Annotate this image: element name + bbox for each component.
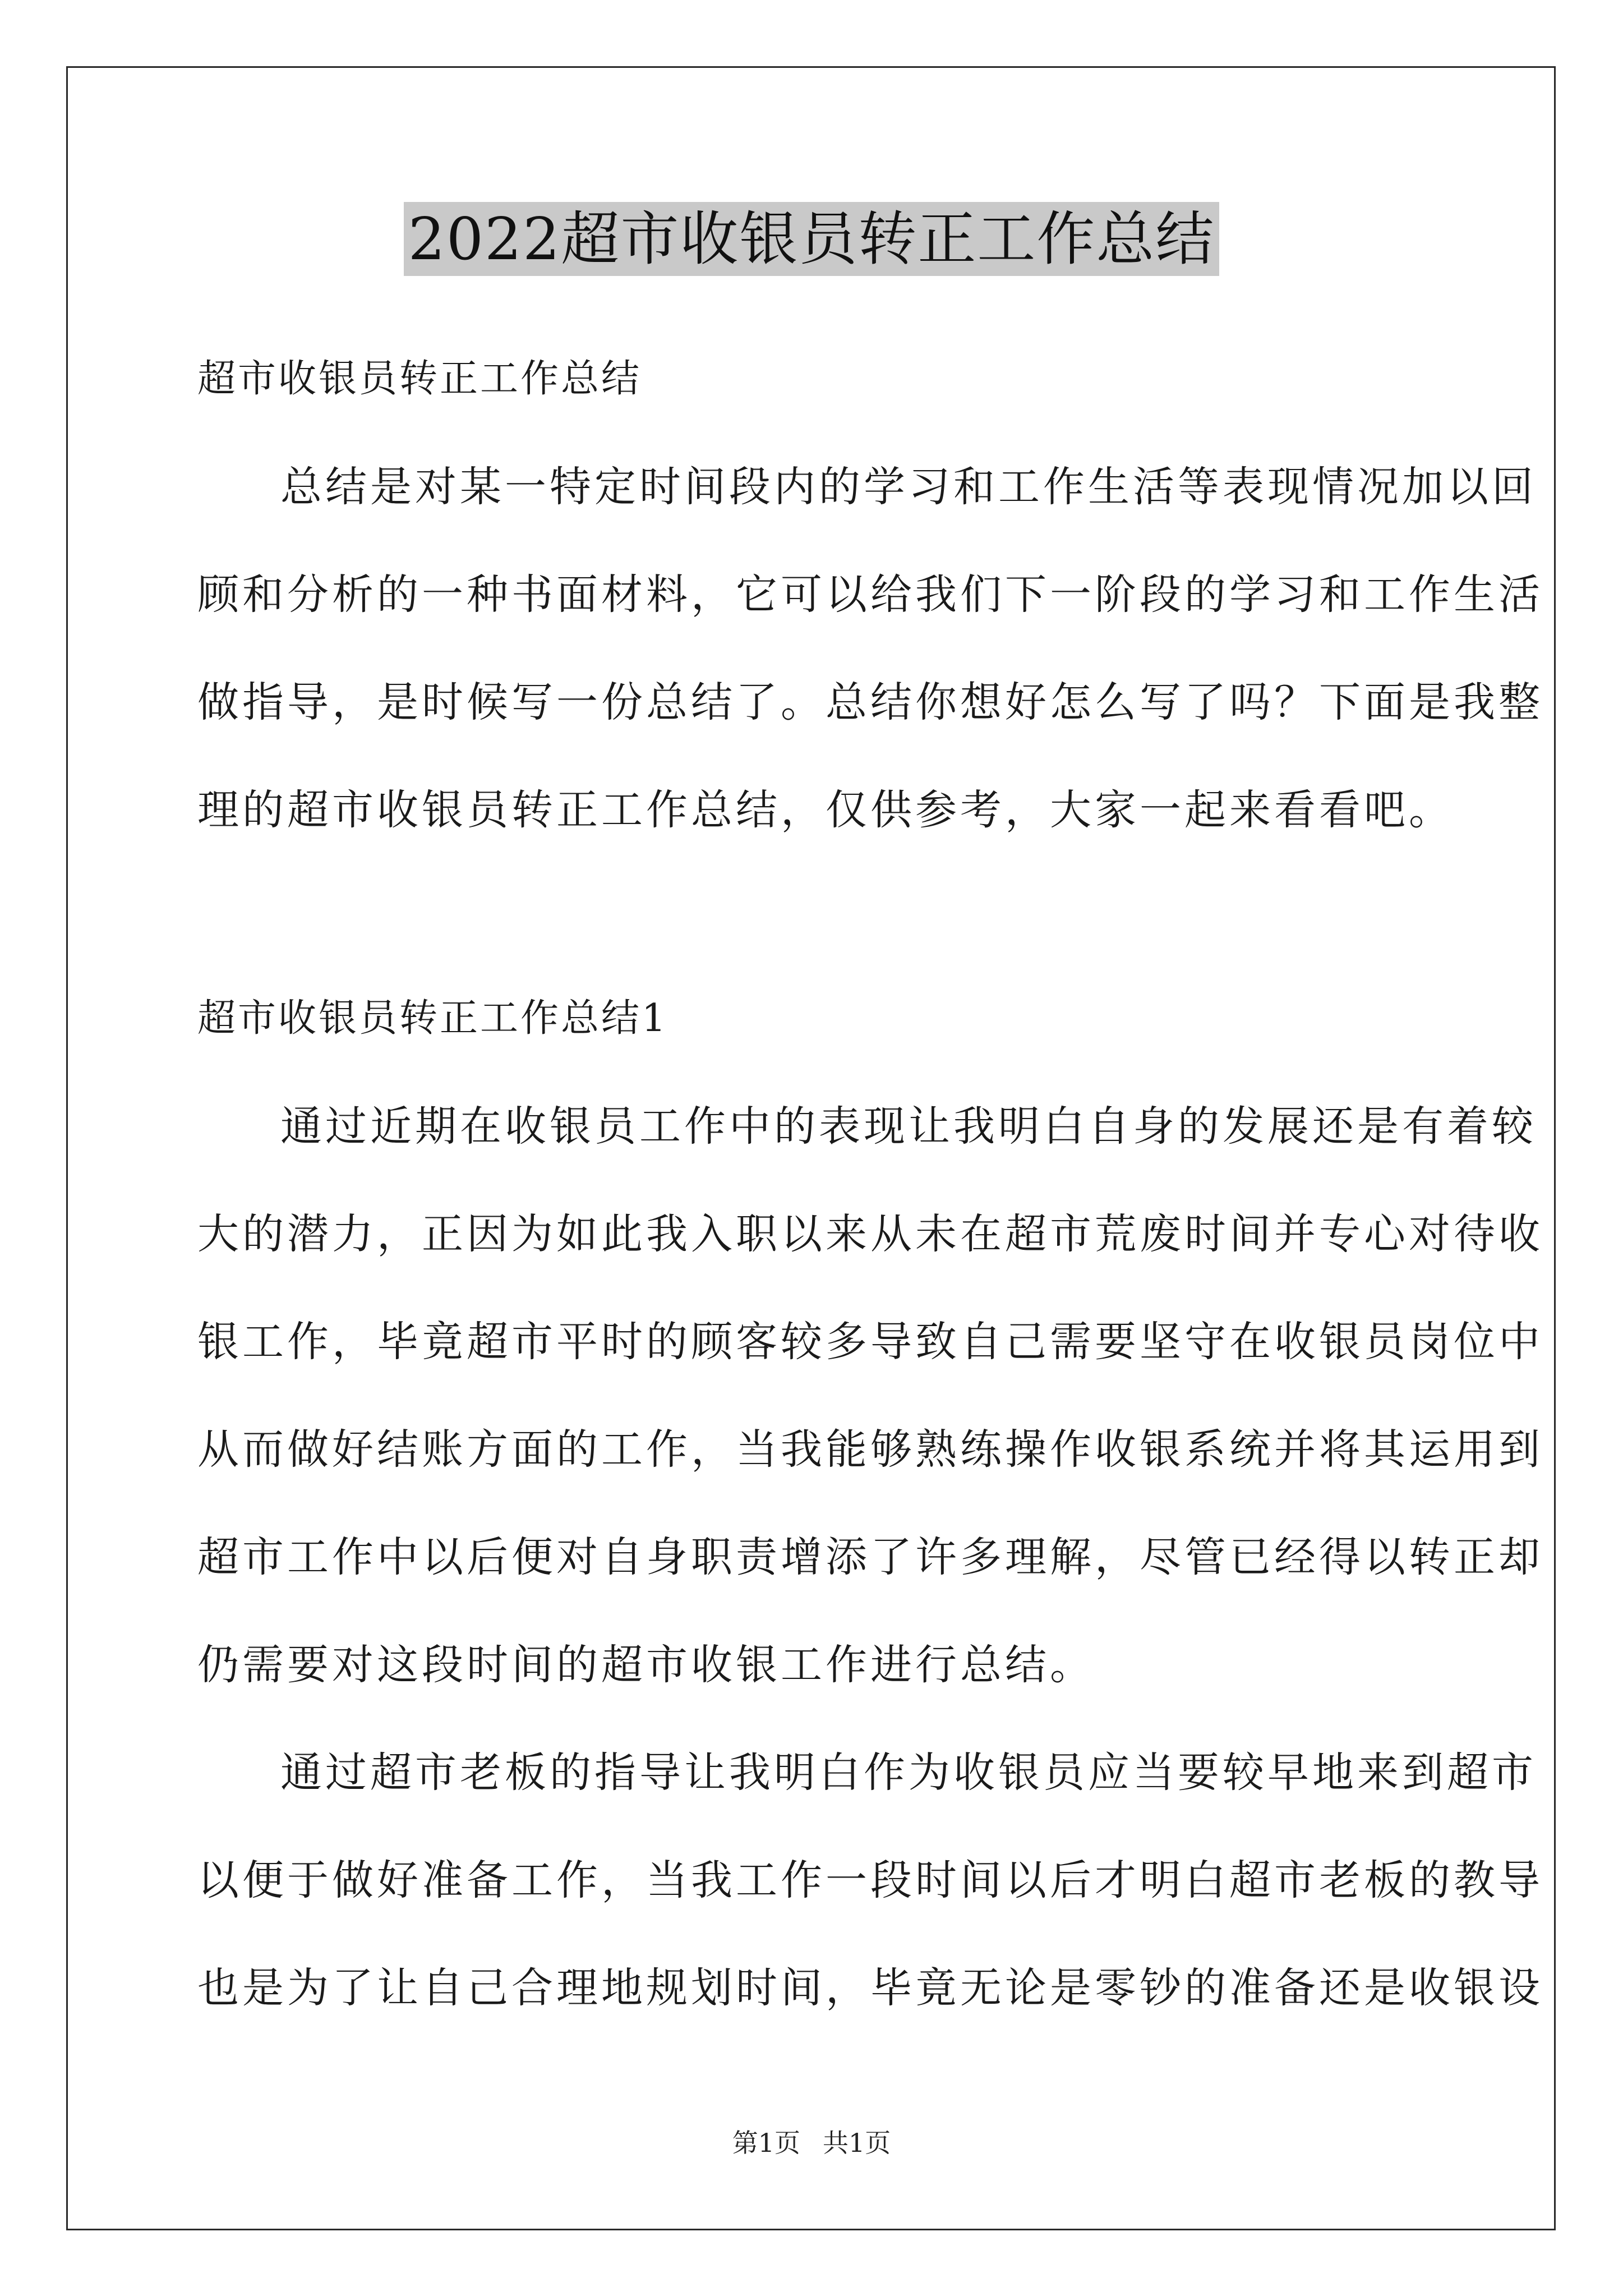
paragraph-line: 通过超市老板的指导让我明白作为收银员应当要较早地来到超市 <box>280 1749 1537 1797</box>
intro-line: 理的超市收银员转正工作总结，仅供参考，大家一起来看看吧。 <box>197 786 1454 834</box>
page-total: 共1页 <box>823 2128 891 2158</box>
document-subtitle: 超市收银员转正工作总结 <box>197 357 642 401</box>
page-number: 第1页 <box>732 2128 800 2158</box>
paragraph-line: 也是为了让自己合理地规划时间，毕竟无论是零钞的准备还是收银设 <box>197 1964 1543 2012</box>
intro-line: 顾和分析的一种书面材料，它可以给我们下一阶段的学习和工作生活 <box>197 570 1543 619</box>
paragraph-line: 仍需要对这段时间的超市收银工作进行总结。 <box>197 1641 1095 1689</box>
intro-line: 总结是对某一特定时间段内的学习和工作生活等表现情况加以回 <box>280 463 1537 511</box>
title-container <box>0 202 1623 276</box>
paragraph-line: 大的潜力，正因为如此我入职以来从未在超市荒废时间并专心对待收 <box>197 1210 1543 1258</box>
paragraph-line: 超市工作中以后便对自身职责增添了许多理解，尽管已经得以转正却 <box>197 1533 1543 1581</box>
page-footer <box>0 2123 1623 2160</box>
document-body <box>197 325 1543 2042</box>
section-gap <box>197 864 1436 965</box>
intro-line: 做指导，是时候写一份总结了。总结你想好怎么写了吗？下面是我整 <box>197 678 1543 726</box>
paragraph-line: 以便于做好准备工作，当我工作一段时间以后才明白超市老板的教导 <box>197 1856 1543 1904</box>
paragraph-line: 银工作，毕竟超市平时的顾客较多导致自己需要坚守在收银员岗位中 <box>197 1318 1543 1366</box>
document-title: 2022超市收银员转正工作总结 <box>404 202 1220 276</box>
paragraph-line: 从而做好结账方面的工作，当我能够熟练操作收银系统并将其运用到 <box>197 1425 1543 1474</box>
paragraph-line: 通过近期在收银员工作中的表现让我明白自身的发展还是有着较 <box>280 1102 1537 1151</box>
section-heading: 超市收银员转正工作总结1 <box>197 996 668 1041</box>
